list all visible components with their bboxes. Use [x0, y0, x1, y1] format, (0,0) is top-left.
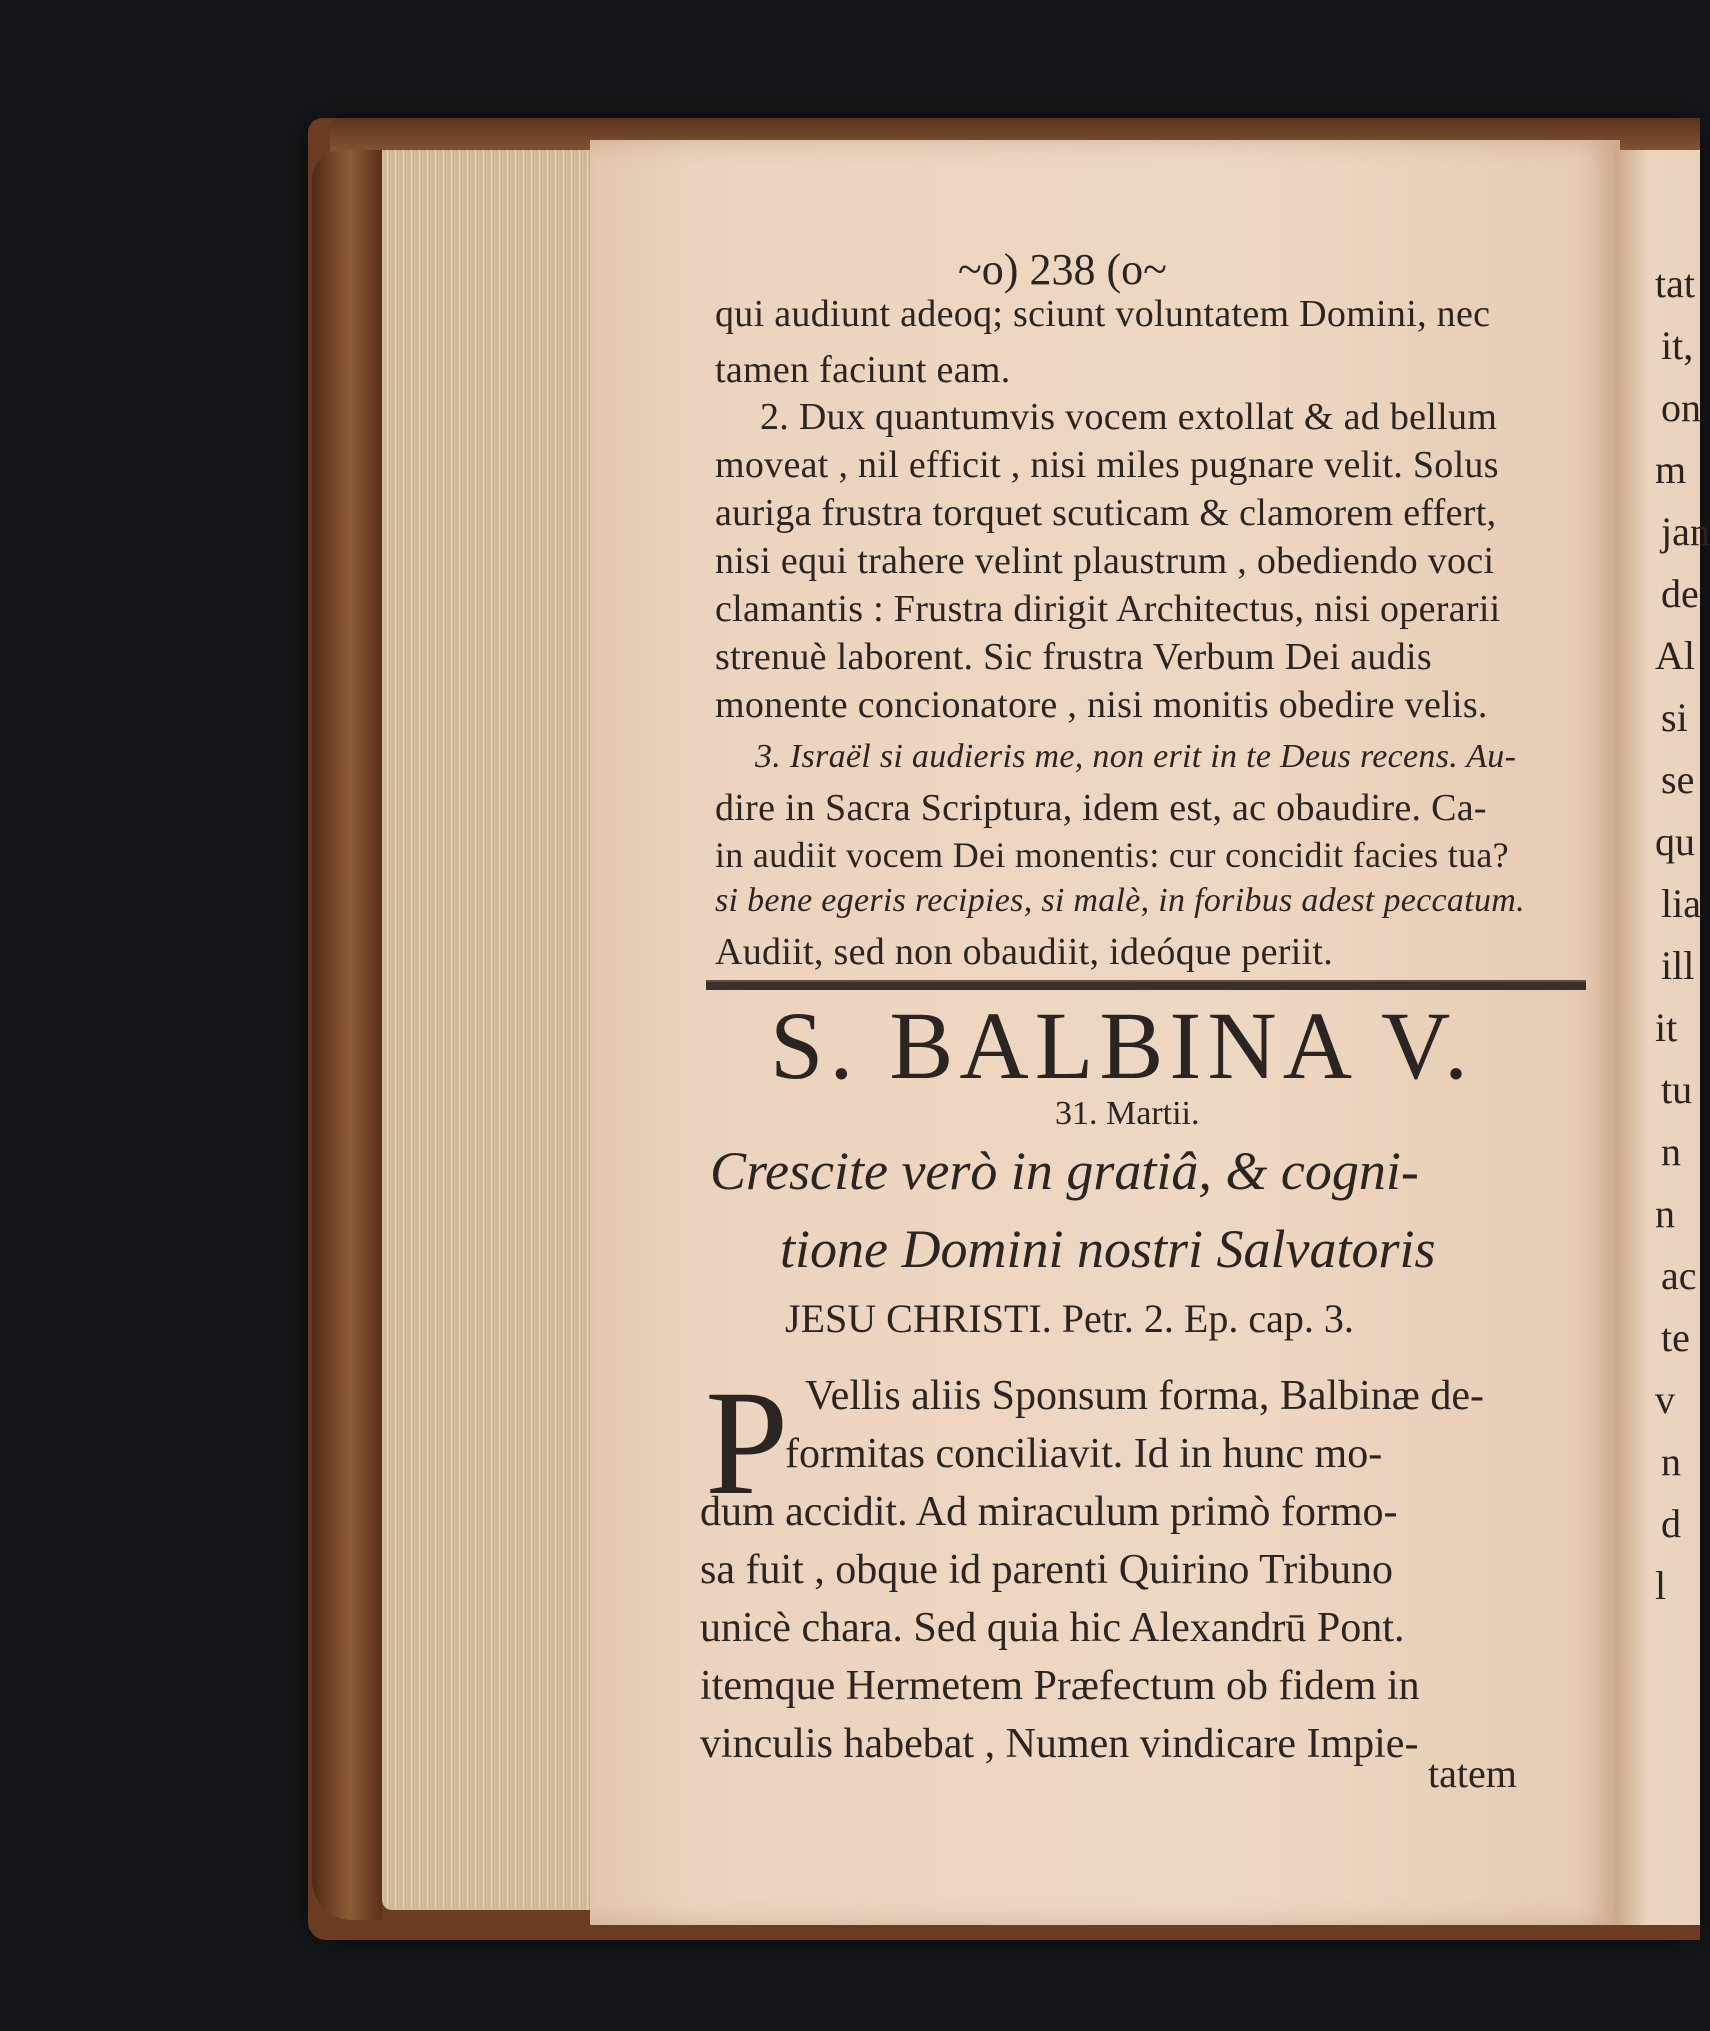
- right-page-fragment: jan: [1661, 509, 1710, 554]
- verse-line: tione Domini nostri Salvatoris: [780, 1219, 1436, 1279]
- text-line: sa fuit , obque id parenti Quirino Tribuno: [700, 1547, 1393, 1593]
- text-line: 2. Dux quantumvis vocem extollat & ad bellum: [760, 396, 1498, 438]
- right-page-fragment: it,: [1661, 323, 1694, 368]
- page-stack: [382, 150, 602, 1910]
- right-page-fragment: ac: [1661, 1253, 1697, 1298]
- text-line: auriga frustra torquet scuticam & clamorem effert,: [715, 492, 1497, 534]
- catchword: tatem: [1428, 1751, 1517, 1796]
- text-line: 3. Israël si audieris me, non erit in te Deus recens. Au-: [755, 738, 1517, 775]
- right-page-fragment: n: [1655, 1191, 1675, 1236]
- section-title: S. BALBINA V.: [770, 992, 1474, 1099]
- right-page-fragment: de: [1661, 571, 1699, 616]
- right-page-fragment: l: [1655, 1563, 1667, 1608]
- text-line: strenuè laborent. Sic frustra Verbum Dei audis: [715, 636, 1432, 678]
- right-page-fragment: m: [1655, 447, 1687, 492]
- right-page-fragment: ill: [1661, 943, 1695, 988]
- feast-date: 31. Martii.: [1055, 1095, 1200, 1132]
- text-line: moveat , nil efficit , nisi miles pugnare velit. Solus: [715, 444, 1499, 486]
- text-line: qui audiunt adeoq; sciunt voluntatem Domini, nec: [715, 293, 1491, 335]
- right-page-fragment: te: [1661, 1315, 1690, 1360]
- verse-line: Crescite verò in gratiâ, & cogni-: [710, 1141, 1419, 1201]
- right-page-fragment: n: [1661, 1439, 1681, 1484]
- text-line: vinculis habebat , Numen vindicare Impie-: [700, 1721, 1419, 1767]
- text-line: clamantis : Frustra dirigit Architectus, nisi operarii: [715, 588, 1501, 630]
- text-line: in audiit vocem Dei monentis: cur concidit facies tua?: [715, 835, 1509, 875]
- right-page-fragment: d: [1661, 1501, 1681, 1546]
- text-line: itemque Hermetem Præfectum ob fidem in: [700, 1663, 1420, 1709]
- right-page-fragment: Al: [1655, 633, 1695, 678]
- section-divider: [706, 980, 1586, 990]
- right-page-fragment: it: [1655, 1005, 1678, 1050]
- book-spine: [312, 150, 382, 1920]
- right-page-fragment: tu: [1661, 1067, 1693, 1112]
- text-line: dire in Sacra Scriptura, idem est, ac obaudire. Ca-: [715, 787, 1487, 829]
- right-page-fragment: qu: [1655, 819, 1695, 864]
- right-page-edge: [1615, 150, 1710, 1925]
- drop-cap: P: [705, 1360, 789, 1526]
- page-header: ~o) 238 (o~: [958, 245, 1167, 294]
- right-page-fragment: on: [1661, 385, 1701, 430]
- right-page-fragment: v: [1655, 1377, 1675, 1422]
- text-line: tamen faciunt eam.: [715, 349, 1011, 391]
- text-line: formitas conciliavit. Id in hunc mo-: [785, 1431, 1383, 1477]
- text-line: monente concionatore , nisi monitis obedire velis.: [715, 684, 1488, 726]
- text-line: Audiit, sed non obaudiit, ideóque periit.: [715, 931, 1334, 973]
- right-page-fragment: n: [1661, 1129, 1681, 1174]
- text-line: nisi equi trahere velint plaustrum , obediendo voci: [715, 540, 1495, 582]
- text-line: dum accidit. Ad miraculum primò formo-: [700, 1489, 1398, 1535]
- text-line: unicè chara. Sed quia hic Alexandrū Pont.: [700, 1605, 1405, 1651]
- right-page-fragment: lia: [1661, 881, 1701, 926]
- verse-reference: JESU CHRISTI. Petr. 2. Ep. cap. 3.: [785, 1296, 1354, 1341]
- right-page-fragment: si: [1661, 695, 1688, 740]
- right-page-fragment: tat: [1655, 261, 1695, 306]
- right-page-fragment: se: [1661, 757, 1695, 802]
- text-line: si bene egeris recipies, si malè, in foribus adest peccatum.: [715, 882, 1525, 919]
- text-line: Vellis aliis Sponsum forma, Balbinæ de-: [805, 1373, 1484, 1419]
